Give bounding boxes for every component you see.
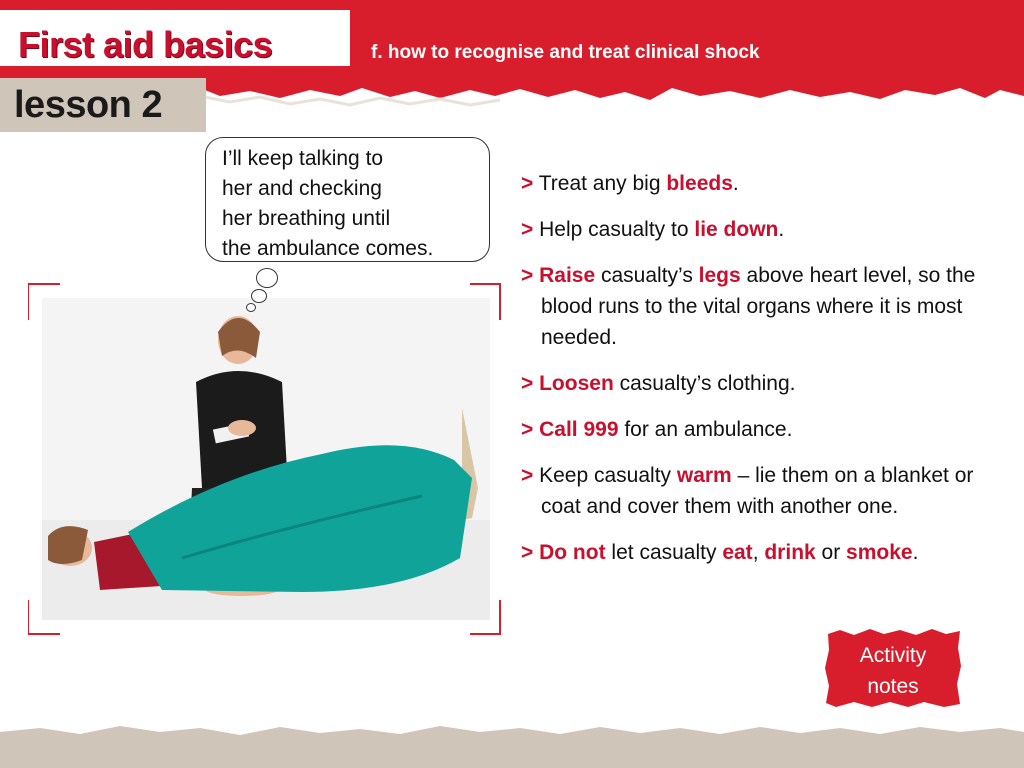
lesson-badge bbox=[0, 78, 206, 132]
highlight-keyword: Raise bbox=[539, 264, 596, 287]
instruction-text: – lie them on a blanket or coat and cover them with another one. bbox=[541, 464, 974, 518]
lesson-label: lesson 2 bbox=[14, 84, 163, 126]
instruction-text: casualty’s clothing. bbox=[613, 372, 796, 395]
instruction-item bbox=[521, 168, 981, 199]
instruction-text: above heart level, so the blood runs to the vital organs where it is most needed. bbox=[541, 264, 976, 349]
bullet-marker: > bbox=[521, 541, 534, 564]
bullet-marker: > bbox=[521, 172, 534, 195]
highlight-keyword: bleeds bbox=[666, 172, 733, 195]
activity-notes-label: Activity notes bbox=[859, 644, 927, 698]
thought-dot bbox=[256, 268, 278, 288]
first-aid-photo bbox=[42, 298, 490, 620]
instruction-item bbox=[521, 414, 981, 445]
brand-title: First aid basics bbox=[18, 24, 273, 65]
highlight-keyword: drink bbox=[764, 541, 816, 564]
highlight-keyword: legs bbox=[698, 264, 741, 287]
instruction-text: let casualty bbox=[605, 541, 723, 564]
thought-dot bbox=[246, 303, 256, 312]
highlight-keyword: Loosen bbox=[539, 372, 614, 395]
instruction-item bbox=[521, 214, 981, 245]
instruction-item bbox=[521, 537, 981, 568]
instruction-text: . bbox=[778, 218, 785, 241]
instruction-text: or bbox=[815, 541, 847, 564]
instruction-item bbox=[521, 260, 981, 353]
footer-banner bbox=[0, 718, 1024, 768]
brand-logo bbox=[0, 10, 350, 66]
highlight-keyword: warm bbox=[676, 464, 732, 487]
bullet-marker: > bbox=[521, 464, 534, 487]
instruction-text: . bbox=[732, 172, 739, 195]
bullet-marker: > bbox=[521, 264, 534, 287]
instruction-text: Treat any big bbox=[538, 172, 667, 195]
bullet-marker: > bbox=[521, 218, 534, 241]
highlight-keyword: eat bbox=[722, 541, 753, 564]
highlight-keyword: lie down bbox=[694, 218, 779, 241]
speech-text: I’ll keep talking to her and checking her breathing until the ambulance comes. bbox=[222, 147, 434, 260]
highlight-keyword: Call 999 bbox=[539, 418, 619, 441]
bullet-marker: > bbox=[521, 418, 534, 441]
highlight-keyword: smoke bbox=[846, 541, 913, 564]
instruction-item bbox=[521, 368, 981, 399]
highlight-keyword: Do not bbox=[539, 541, 606, 564]
speech-bubble bbox=[205, 137, 490, 262]
instruction-text: casualty’s bbox=[595, 264, 699, 287]
instruction-item bbox=[521, 460, 981, 522]
instruction-text: , bbox=[752, 541, 765, 564]
bullet-marker: > bbox=[521, 372, 534, 395]
instruction-text: Help casualty to bbox=[539, 218, 695, 241]
activity-notes-button[interactable] bbox=[824, 628, 962, 708]
instruction-text: for an ambulance. bbox=[618, 418, 793, 441]
instruction-list bbox=[521, 168, 981, 583]
instruction-text: . bbox=[912, 541, 919, 564]
instruction-text: Keep casualty bbox=[539, 464, 677, 487]
slide-subtitle: f. how to recognise and treat clinical shock bbox=[371, 42, 760, 63]
thought-dot bbox=[251, 289, 267, 303]
